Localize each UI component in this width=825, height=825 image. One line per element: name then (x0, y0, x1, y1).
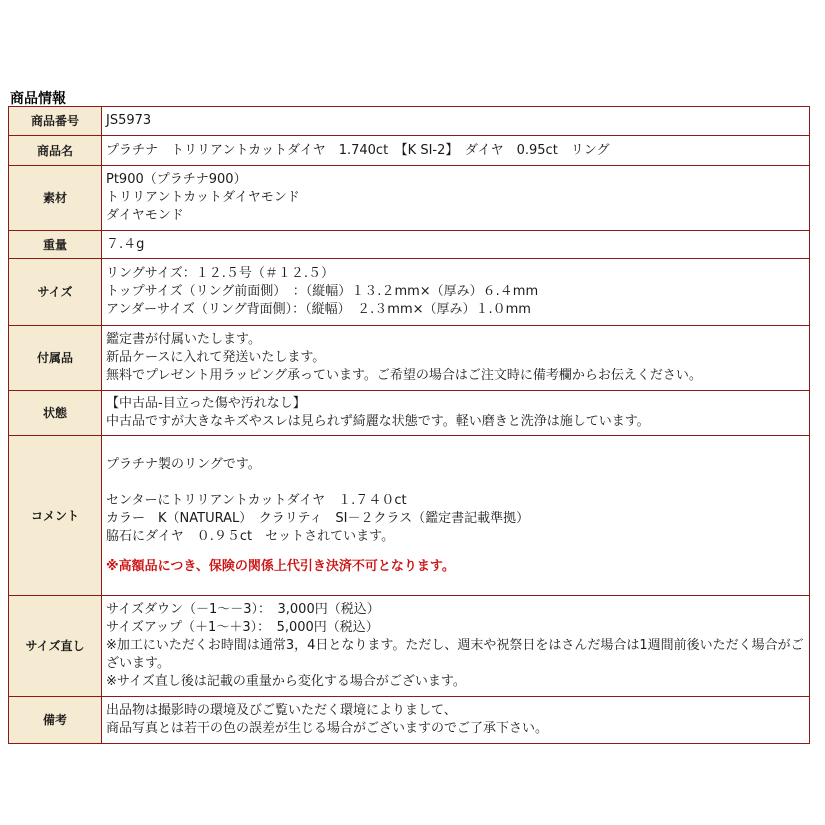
resize-line: ※サイズ直し後は記載の重量から変化する場合がございます。 (106, 674, 466, 689)
size-line: トップサイズ（リング前面側） ：（縦幅）１３.２mm×（厚み）６.４mm (106, 284, 539, 299)
label-size: サイズ (9, 259, 102, 326)
value-product-name: プラチナ トリリアントカットダイヤ 1.740ct 【K SI-2】 ダイヤ 0.95ct リング (102, 136, 810, 166)
condition-line: 中古品ですが大きなキズやスレは見られず綺麗な状態です。軽い磨きと洗浄は施しています。 (106, 414, 650, 429)
value-accessories (102, 326, 810, 391)
row-material (9, 166, 810, 231)
product-info-table (8, 106, 810, 744)
row-notes (9, 697, 810, 744)
size-line: アンダーサイズ（リング背面側）：（縦幅） ２.３mm×（厚み）１.０mm (106, 302, 531, 317)
size-line: リングサイズ：１２.５号（＃１２.５） (106, 266, 334, 281)
resize-line: ※加工にいただくお時間は通常3，4日となります。ただし、週末や祝祭日をはさんだ場合は1週間前後いただく場合がございます。 (106, 638, 804, 671)
row-condition (9, 391, 810, 436)
row-product-name (9, 136, 810, 166)
label-resize: サイズ直し (9, 596, 102, 697)
accessories-line: 新品ケースに入れて発送いたします。 (106, 350, 326, 365)
material-line: ダイヤモンド (106, 208, 184, 223)
value-item-number: JS5973 (102, 107, 810, 136)
condition-line: 【中古品-目立った傷や汚れなし】 (106, 396, 306, 411)
accessories-line: 無料でプレゼント用ラッピング承っています。ご希望の場合はご注文時に備考欄からお伝えください。 (106, 368, 702, 383)
value-size (102, 259, 810, 326)
value-condition (102, 391, 810, 436)
comment-line: センターにトリリアントカットダイヤ １.７４０ct (106, 492, 407, 508)
label-item-number: 商品番号 (9, 107, 102, 136)
comment-line: 脇石にダイヤ ０.９５ct セットされています。 (106, 528, 395, 544)
label-notes: 備考 (9, 697, 102, 744)
comment-warning: ※高額品につき、保険の関係上代引き決済不可となります。 (106, 558, 455, 574)
label-comment: コメント (9, 436, 102, 596)
row-weight (9, 231, 810, 259)
row-size (9, 259, 810, 326)
value-notes (102, 697, 810, 744)
value-comment (102, 436, 810, 596)
row-accessories (9, 326, 810, 391)
row-resize (9, 596, 810, 697)
accessories-line: 鑑定書が付属いたします。 (106, 332, 261, 347)
label-product-name: 商品名 (9, 136, 102, 166)
label-accessories: 付属品 (9, 326, 102, 391)
value-material (102, 166, 810, 231)
comment-intro: プラチナ製のリングです。 (106, 456, 261, 472)
notes-line: 出品物は撮影時の環境及びご覧いただく環境によりまして、 (106, 703, 457, 718)
row-comment (9, 436, 810, 596)
notes-line: 商品写真とは若干の色の誤差が生じる場合がございますのでご了承下さい。 (106, 721, 549, 736)
resize-line: サイズアップ（＋1～＋3）： 5,000円（税込） (106, 620, 379, 635)
section-title: 商品情報 (10, 91, 66, 107)
comment-line: カラー K（NATURAL） クラリティ SI－２クラス（鑑定書記載準拠） (106, 510, 530, 526)
material-line: Pt900（プラチナ900） (106, 172, 247, 187)
value-weight: ７.４g (102, 231, 810, 259)
label-condition: 状態 (9, 391, 102, 436)
material-line: トリリアントカットダイヤモンド (106, 190, 300, 205)
value-resize (102, 596, 810, 697)
resize-line: サイズダウン（－1～－3）： 3,000円（税込） (106, 602, 380, 617)
label-weight: 重量 (9, 231, 102, 259)
row-item-number (9, 107, 810, 136)
label-material: 素材 (9, 166, 102, 231)
